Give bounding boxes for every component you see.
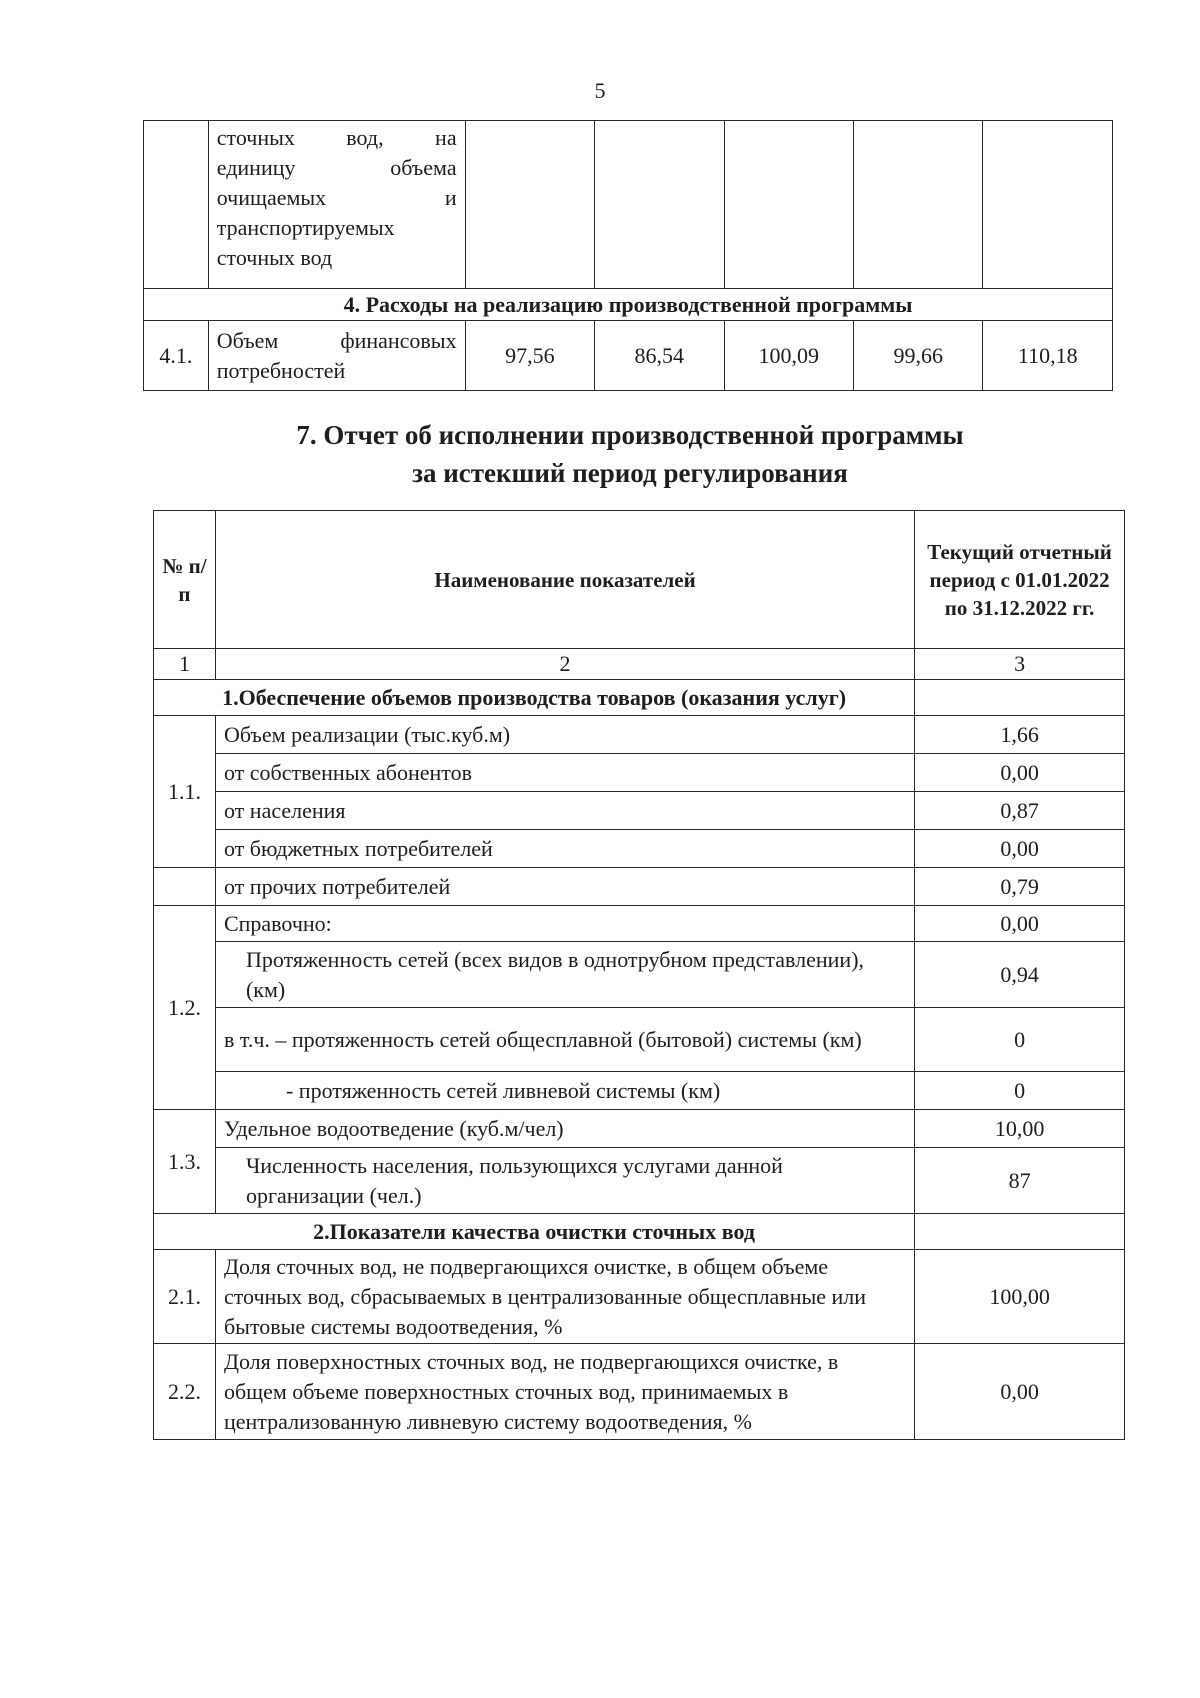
empty-cell — [724, 121, 853, 289]
row-2-2 — [154, 1344, 1125, 1440]
value-cell: 0,94 — [915, 942, 1125, 1008]
value-cell: 0,00 — [915, 906, 1125, 942]
table-row — [154, 716, 1125, 754]
value-cell: 1,66 — [915, 716, 1125, 754]
row-name: от населения — [215, 792, 914, 830]
table-row — [154, 906, 1125, 942]
table-row — [154, 942, 1125, 1008]
value-cell: 10,00 — [915, 1110, 1125, 1148]
empty-cell — [854, 121, 983, 289]
group-number: 1.3. — [154, 1110, 216, 1214]
value-cell: 87 — [915, 1148, 1125, 1214]
report-table — [153, 510, 1125, 1440]
table-row — [154, 1148, 1125, 1214]
continuation-line: сточных вод — [216, 245, 333, 270]
header-name: Наименование показателей — [215, 511, 914, 649]
section-1-row — [154, 680, 1125, 716]
section-2-row — [154, 1214, 1125, 1250]
header-row — [154, 511, 1125, 649]
table-row — [154, 754, 1125, 792]
continuation-row — [144, 121, 1113, 289]
row-name: от собственных абонентов — [215, 754, 914, 792]
value-cell: 0 — [915, 1008, 1125, 1072]
section-title-line: 7. Отчет об исполнении производственной программы — [296, 420, 964, 450]
column-numbers-row — [154, 649, 1125, 680]
row-name: Численность населения, пользующихся услугами данной организации (чел.) — [215, 1148, 914, 1214]
group-number: 1.1. — [154, 716, 216, 868]
value-cell: 0,79 — [915, 868, 1125, 906]
header-num: № п/п — [154, 511, 216, 649]
table-row — [154, 868, 1125, 906]
page-number: 5 — [594, 78, 606, 103]
row-name: Доля сточных вод, не подвергающихся очистке, в общем объеме сточных вод, сбрасываемых в централизованные общесплавные или бытовые системы водоотведения, % — [215, 1250, 914, 1344]
continuation-line: сточных вод, на — [216, 125, 457, 150]
table-row — [154, 1072, 1125, 1110]
section-4-row — [144, 289, 1113, 321]
program-table-continued — [143, 120, 1113, 391]
row-number: 2.2. — [154, 1344, 216, 1440]
row-4-1 — [144, 321, 1113, 391]
continuation-line: транспортируемых — [216, 215, 395, 240]
table-row — [154, 1110, 1125, 1148]
row-name: в т.ч. – протяженность сетей общесплавной (бытовой) системы (км) — [215, 1008, 914, 1072]
value-cell: 97,56 — [465, 321, 594, 391]
row-name: Доля поверхностных сточных вод, не подвергающихся очистке, в общем объеме поверхностных сточных вод, принимаемых в централизованную ливневую систему водоотведения, % — [215, 1344, 914, 1440]
value-cell: 86,54 — [595, 321, 724, 391]
column-number: 3 — [915, 649, 1125, 680]
row-name: Объем финансовых потребностей — [208, 321, 465, 391]
row-name: Протяженность сетей (всех видов в однотрубном представлении), (км) — [215, 942, 914, 1008]
column-number: 2 — [215, 649, 914, 680]
row-name: от бюджетных потребителей — [215, 830, 914, 868]
row-name: Объем реализации (тыс.куб.м) — [215, 716, 914, 754]
table-row — [154, 830, 1125, 868]
continuation-name-cell — [208, 121, 465, 289]
section-1-title: 1.Обеспечение объемов производства товаров (оказания услуг) — [154, 680, 915, 716]
row-number: 2.1. — [154, 1250, 216, 1344]
table-row — [154, 792, 1125, 830]
empty-cell — [915, 1214, 1125, 1250]
empty-cell — [154, 868, 216, 906]
table-row — [154, 1008, 1125, 1072]
empty-cell — [915, 680, 1125, 716]
value-cell: 0 — [915, 1072, 1125, 1110]
value-cell: 100,09 — [724, 321, 853, 391]
row-name: Удельное водоотведение (куб.м/чел) — [215, 1110, 914, 1148]
empty-cell — [595, 121, 724, 289]
section-title — [0, 416, 1200, 492]
header-period: Текущий отчетный период с 01.01.2022 по 31.12.2022 гг. — [915, 511, 1125, 649]
value-cell: 100,00 — [915, 1250, 1125, 1344]
section-2-title: 2.Показатели качества очистки сточных вод — [154, 1214, 915, 1250]
continuation-num-cell — [144, 121, 209, 289]
row-number: 4.1. — [144, 321, 209, 391]
row-2-1 — [154, 1250, 1125, 1344]
group-number: 1.2. — [154, 906, 216, 1110]
row-name: от прочих потребителей — [215, 868, 914, 906]
value-cell: 0,00 — [915, 830, 1125, 868]
empty-cell — [465, 121, 594, 289]
continuation-line: очищаемых и — [216, 185, 457, 210]
row-name: - протяженность сетей ливневой системы (км) — [215, 1072, 914, 1110]
value-cell: 0,00 — [915, 1344, 1125, 1440]
value-cell: 99,66 — [854, 321, 983, 391]
value-cell: 110,18 — [983, 321, 1113, 391]
empty-cell — [983, 121, 1113, 289]
continuation-line: единицу объема — [216, 155, 457, 180]
section-title-line: за истекший период регулирования — [412, 458, 848, 488]
section-4-title: 4. Расходы на реализацию производственной программы — [144, 289, 1113, 321]
column-number: 1 — [154, 649, 216, 680]
value-cell: 0,87 — [915, 792, 1125, 830]
value-cell: 0,00 — [915, 754, 1125, 792]
row-name: Справочно: — [215, 906, 914, 942]
